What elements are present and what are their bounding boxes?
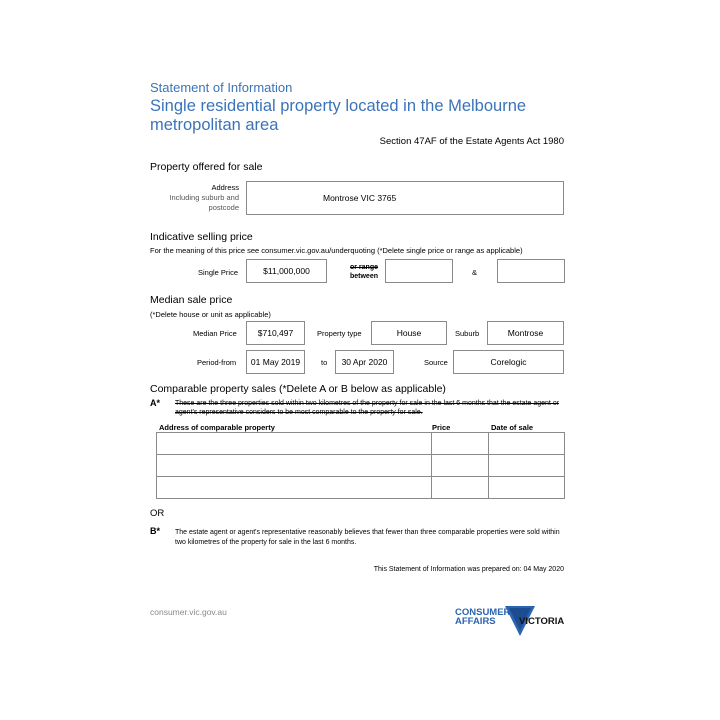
or-separator: OR bbox=[150, 508, 165, 519]
col-address-header: Address of comparable property bbox=[159, 423, 275, 432]
single-price-field[interactable] bbox=[246, 259, 327, 283]
single-price-value: $11,000,000 bbox=[263, 266, 310, 276]
address-label-group bbox=[150, 183, 239, 213]
indicative-note: For the meaning of this price see consumer.vic.gov.au/underquoting (*Delete single price or range as applicable) bbox=[150, 246, 523, 255]
suburb-field[interactable] bbox=[487, 321, 564, 345]
option-a-marker: A* bbox=[150, 398, 161, 408]
range-label-2: between bbox=[349, 273, 378, 280]
median-price-label: Median Price bbox=[193, 329, 237, 338]
suburb-label: Suburb bbox=[455, 329, 480, 338]
period-to-field[interactable] bbox=[335, 350, 394, 374]
table-row bbox=[157, 433, 565, 455]
table-row bbox=[157, 477, 565, 499]
col-date-header: Date of sale bbox=[491, 423, 534, 432]
range-low-field[interactable] bbox=[385, 259, 453, 283]
address-field[interactable] bbox=[246, 181, 564, 215]
act-reference: Section 47AF of the Estate Agents Act 1980 bbox=[379, 136, 564, 147]
comp-address-cell[interactable] bbox=[157, 455, 432, 477]
comp-price-cell[interactable] bbox=[432, 455, 489, 477]
consumer-affairs-victoria-logo bbox=[455, 606, 567, 642]
property-heading: Property offered for sale bbox=[150, 161, 263, 173]
logo-victoria: VICTORIA bbox=[519, 616, 565, 627]
source-value: Corelogic bbox=[490, 357, 527, 367]
comp-price-cell[interactable] bbox=[432, 433, 489, 455]
property-type-field[interactable] bbox=[371, 321, 447, 345]
range-label-group bbox=[344, 263, 384, 281]
median-note: (*Delete house or unit as applicable) bbox=[150, 310, 271, 319]
address-label: Address bbox=[211, 183, 239, 192]
col-price-header: Price bbox=[432, 423, 451, 432]
median-heading: Median sale price bbox=[150, 294, 233, 306]
range-ampersand: & bbox=[472, 268, 478, 277]
document-title: Single residential property located in the Melbourne metropolitan area bbox=[150, 97, 527, 134]
suburb-value: Montrose bbox=[507, 328, 544, 338]
comp-address-cell[interactable] bbox=[157, 477, 432, 499]
single-price-label: Single Price bbox=[198, 268, 239, 277]
comp-price-cell[interactable] bbox=[432, 477, 489, 499]
range-label-1: or range bbox=[349, 264, 378, 271]
table-row bbox=[157, 455, 565, 477]
option-a-text: These are the three properties sold within two kilometres of the property for sale in the last 6 months that the estate agent or agent's representative considers to be most comparable to the property for sale. bbox=[175, 400, 560, 416]
property-type-label: Property type bbox=[317, 329, 362, 338]
logo-consumer: CONSUMER bbox=[455, 607, 511, 618]
website-link[interactable]: consumer.vic.gov.au bbox=[150, 607, 227, 617]
comparable-heading: Comparable property sales (*Delete A or B below as applicable) bbox=[150, 383, 446, 395]
period-to-value: 30 Apr 2020 bbox=[341, 357, 388, 367]
period-to-label: to bbox=[321, 358, 328, 367]
address-value: Montrose VIC 3765 bbox=[323, 193, 397, 203]
source-label: Source bbox=[424, 358, 448, 367]
prepared-date: This Statement of Information was prepared on: 04 May 2020 bbox=[373, 566, 564, 573]
comp-address-cell[interactable] bbox=[157, 433, 432, 455]
median-price-value: $710,497 bbox=[257, 328, 294, 338]
range-high-field[interactable] bbox=[497, 259, 565, 283]
logo-affairs: AFFAIRS bbox=[455, 616, 496, 627]
comp-date-cell[interactable] bbox=[489, 455, 565, 477]
comparable-table bbox=[156, 432, 565, 499]
address-sublabel-2: postcode bbox=[208, 203, 239, 212]
comp-date-cell[interactable] bbox=[489, 477, 565, 499]
option-b-marker: B* bbox=[150, 526, 161, 536]
property-type-value: House bbox=[396, 328, 422, 338]
document-subtitle: Statement of Information bbox=[150, 80, 293, 95]
indicative-heading: Indicative selling price bbox=[150, 231, 253, 243]
comp-date-cell[interactable] bbox=[489, 433, 565, 455]
option-b-text: The estate agent or agent's representative reasonably believes that fewer than three comparable properties were sold within two kilometres of the property for sale in the last 6 months. bbox=[175, 529, 560, 546]
period-from-label: Period-from bbox=[197, 358, 237, 367]
source-field[interactable] bbox=[453, 350, 564, 374]
period-from-field[interactable] bbox=[246, 350, 305, 374]
median-price-field[interactable] bbox=[246, 321, 305, 345]
period-from-value: 01 May 2019 bbox=[250, 357, 301, 367]
address-sublabel-1: Including suburb and bbox=[169, 193, 239, 202]
